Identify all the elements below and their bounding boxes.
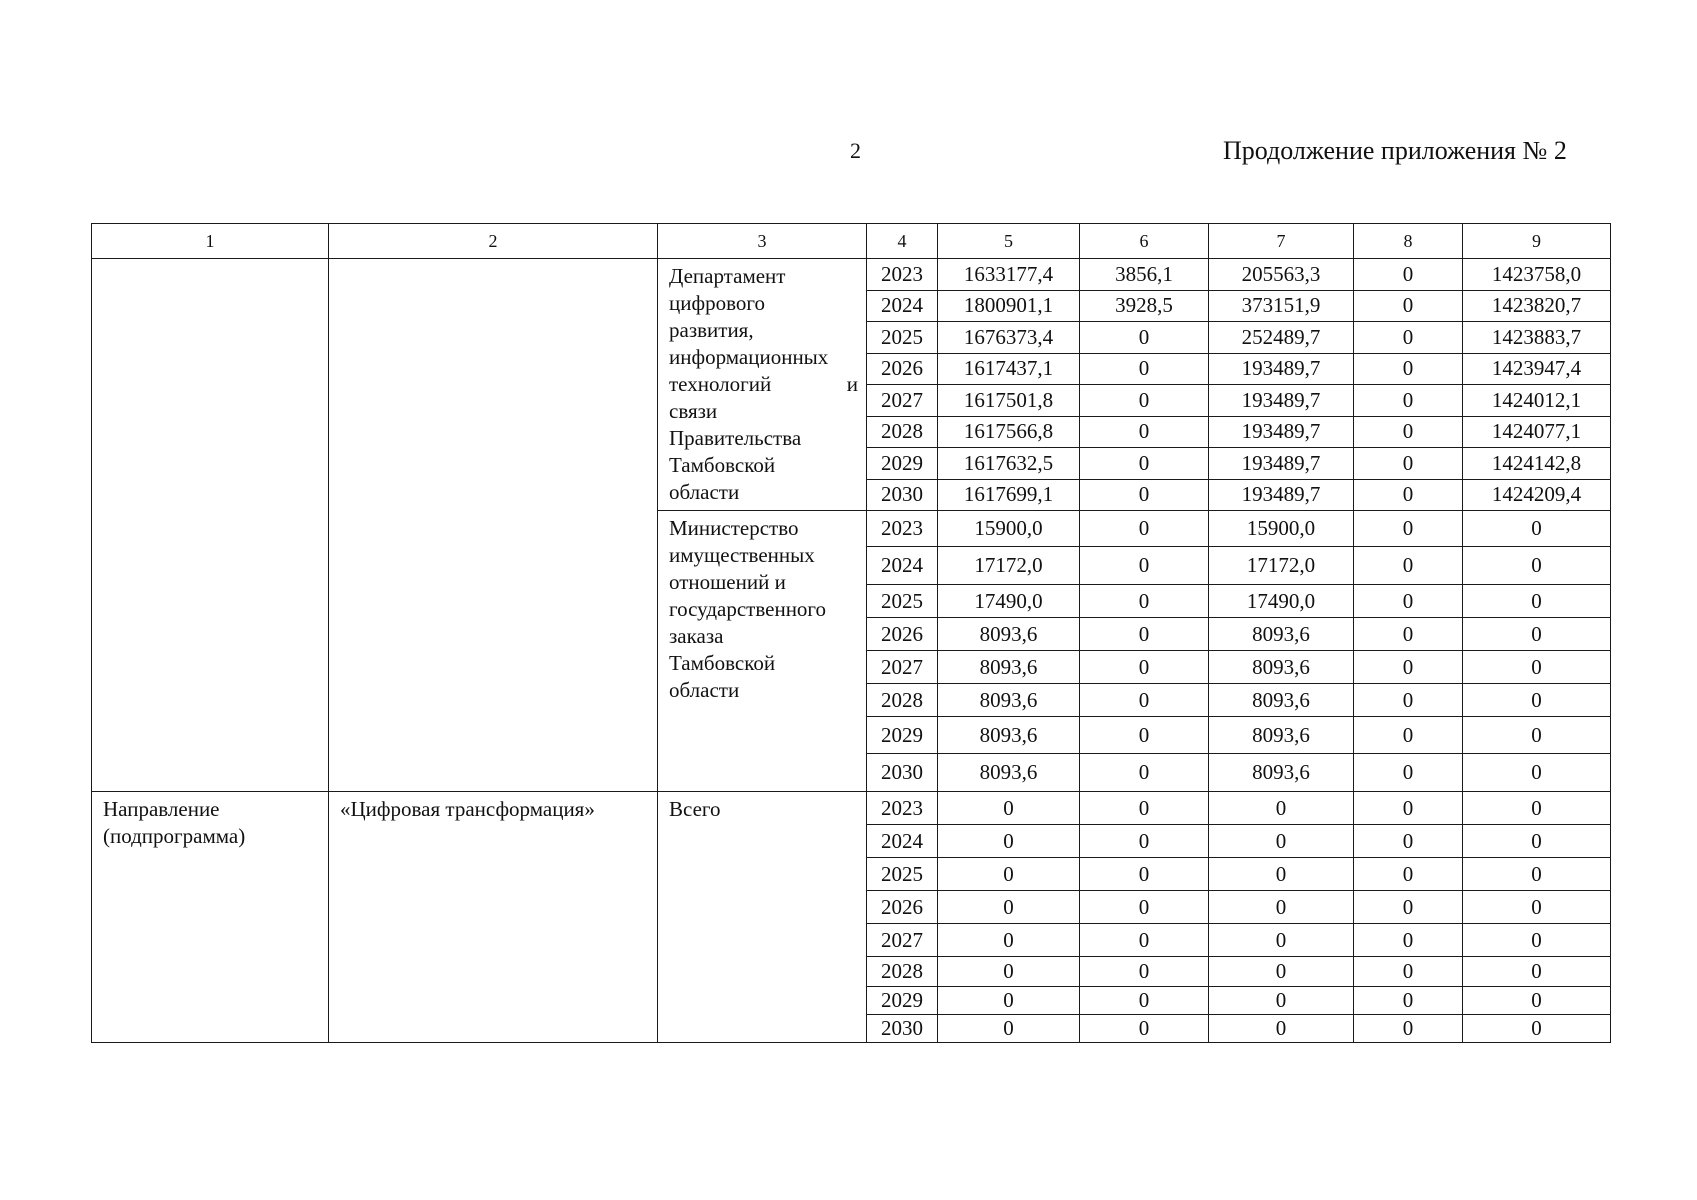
value-cell-5: 0: [938, 891, 1080, 924]
value-cell-7: 193489,7: [1209, 479, 1354, 511]
value-cell-6: 0: [1080, 891, 1209, 924]
value-cell-7: 205563,3: [1209, 259, 1354, 291]
value-cell-9: 0: [1463, 618, 1611, 651]
value-cell-6: 0: [1080, 1015, 1209, 1043]
org-name-line: области: [669, 678, 740, 702]
value-cell-5: 8093,6: [938, 717, 1080, 754]
value-cell-8: 0: [1354, 322, 1463, 354]
value-cell-8: 0: [1354, 547, 1463, 585]
value-cell-6: 0: [1080, 322, 1209, 354]
value-cell-9: 0: [1463, 547, 1611, 585]
org-name-line: заказа: [669, 624, 724, 648]
value-cell-7: 193489,7: [1209, 416, 1354, 448]
value-cell-6: 0: [1080, 684, 1209, 717]
value-cell-8: 0: [1354, 651, 1463, 684]
value-cell-5: 8093,6: [938, 754, 1080, 792]
value-cell-6: 0: [1080, 585, 1209, 618]
value-cell-7: 0: [1209, 858, 1354, 891]
value-cell-7: 0: [1209, 987, 1354, 1015]
value-cell-5: 1800901,1: [938, 290, 1080, 322]
value-cell-8: 0: [1354, 290, 1463, 322]
org-total: Всего: [658, 792, 867, 1043]
value-cell-7: 193489,7: [1209, 385, 1354, 417]
year-cell: 2026: [867, 353, 938, 385]
value-cell-5: 1617632,5: [938, 448, 1080, 480]
value-cell-7: 0: [1209, 1015, 1354, 1043]
value-cell-6: 3856,1: [1080, 259, 1209, 291]
year-cell: 2025: [867, 322, 938, 354]
value-cell-9: 0: [1463, 585, 1611, 618]
value-cell-5: 1633177,4: [938, 259, 1080, 291]
year-cell: 2024: [867, 547, 938, 585]
value-cell-6: 0: [1080, 858, 1209, 891]
column-number: 8: [1354, 224, 1463, 259]
value-cell-8: 0: [1354, 585, 1463, 618]
value-cell-9: 0: [1463, 511, 1611, 547]
value-cell-5: 0: [938, 1015, 1080, 1043]
direction-label-line: Направление: [103, 797, 220, 821]
value-cell-9: 1423820,7: [1463, 290, 1611, 322]
value-cell-7: 373151,9: [1209, 290, 1354, 322]
year-cell: 2029: [867, 987, 938, 1015]
value-cell-5: 17172,0: [938, 547, 1080, 585]
value-cell-6: 0: [1080, 511, 1209, 547]
value-cell-6: 0: [1080, 651, 1209, 684]
year-cell: 2024: [867, 290, 938, 322]
value-cell-6: 0: [1080, 618, 1209, 651]
value-cell-6: 0: [1080, 353, 1209, 385]
direction-label-line: (подпрограмма): [103, 824, 246, 848]
value-cell-5: 1617566,8: [938, 416, 1080, 448]
year-cell: 2023: [867, 259, 938, 291]
org-name-line: Департамент: [669, 264, 786, 288]
value-cell-7: 8093,6: [1209, 618, 1354, 651]
year-cell: 2026: [867, 618, 938, 651]
org-name-line: информационных: [669, 345, 829, 369]
column-number: 3: [658, 224, 867, 259]
page-caption: Продолжение приложения № 2: [1223, 136, 1567, 165]
year-cell: 2030: [867, 1015, 938, 1043]
direction-label: [92, 792, 329, 1043]
value-cell-8: 0: [1354, 825, 1463, 858]
value-cell-8: 0: [1354, 957, 1463, 987]
year-cell: 2025: [867, 858, 938, 891]
year-cell: 2029: [867, 717, 938, 754]
value-cell-6: 0: [1080, 448, 1209, 480]
value-cell-5: 15900,0: [938, 511, 1080, 547]
org-ministry-property: [658, 511, 867, 792]
value-cell-7: 17490,0: [1209, 585, 1354, 618]
value-cell-7: 0: [1209, 825, 1354, 858]
table-row: [92, 792, 1611, 825]
value-cell-5: 1617699,1: [938, 479, 1080, 511]
column-number: 6: [1080, 224, 1209, 259]
value-cell-6: 0: [1080, 957, 1209, 987]
value-cell-5: 8093,6: [938, 684, 1080, 717]
value-cell-7: 0: [1209, 891, 1354, 924]
org-name-line: Министерство: [669, 516, 799, 540]
value-cell-9: 1424077,1: [1463, 416, 1611, 448]
value-cell-9: 1423883,7: [1463, 322, 1611, 354]
value-cell-6: 0: [1080, 924, 1209, 957]
year-cell: 2029: [867, 448, 938, 480]
value-cell-5: 0: [938, 957, 1080, 987]
value-cell-9: 0: [1463, 891, 1611, 924]
value-cell-7: 8093,6: [1209, 717, 1354, 754]
value-cell-8: 0: [1354, 684, 1463, 717]
value-cell-9: 0: [1463, 651, 1611, 684]
value-cell-8: 0: [1354, 479, 1463, 511]
value-cell-5: 8093,6: [938, 618, 1080, 651]
org-name-line: Тамбовской: [669, 453, 776, 477]
value-cell-9: 0: [1463, 858, 1611, 891]
direction-name: «Цифровая трансформация»: [329, 792, 658, 1043]
page-number: 2: [850, 138, 861, 163]
value-cell-9: 0: [1463, 754, 1611, 792]
value-cell-9: 0: [1463, 957, 1611, 987]
value-cell-8: 0: [1354, 858, 1463, 891]
value-cell-7: 0: [1209, 924, 1354, 957]
org-name-line: развития,: [669, 318, 754, 342]
value-cell-9: 1424012,1: [1463, 385, 1611, 417]
value-cell-5: 1617437,1: [938, 353, 1080, 385]
value-cell-9: 1423947,4: [1463, 353, 1611, 385]
blank-cell: [92, 259, 329, 792]
value-cell-7: 0: [1209, 792, 1354, 825]
value-cell-6: 0: [1080, 825, 1209, 858]
year-cell: 2024: [867, 825, 938, 858]
year-cell: 2023: [867, 792, 938, 825]
value-cell-6: 0: [1080, 479, 1209, 511]
year-cell: 2025: [867, 585, 938, 618]
value-cell-6: 0: [1080, 547, 1209, 585]
value-cell-7: 193489,7: [1209, 353, 1354, 385]
value-cell-6: 0: [1080, 717, 1209, 754]
year-cell: 2030: [867, 479, 938, 511]
value-cell-9: 0: [1463, 825, 1611, 858]
year-cell: 2027: [867, 924, 938, 957]
value-cell-8: 0: [1354, 618, 1463, 651]
value-cell-8: 0: [1354, 891, 1463, 924]
value-cell-6: 3928,5: [1080, 290, 1209, 322]
value-cell-8: 0: [1354, 448, 1463, 480]
org-name-line: государственного: [669, 597, 827, 621]
value-cell-8: 0: [1354, 385, 1463, 417]
value-cell-9: 1423758,0: [1463, 259, 1611, 291]
value-cell-8: 0: [1354, 987, 1463, 1015]
value-cell-5: 0: [938, 987, 1080, 1015]
value-cell-9: 0: [1463, 717, 1611, 754]
column-number: 9: [1463, 224, 1611, 259]
year-cell: 2027: [867, 385, 938, 417]
value-cell-5: 0: [938, 792, 1080, 825]
year-cell: 2030: [867, 754, 938, 792]
org-name-line: цифрового: [669, 291, 765, 315]
year-cell: 2023: [867, 511, 938, 547]
value-cell-8: 0: [1354, 353, 1463, 385]
value-cell-5: 1676373,4: [938, 322, 1080, 354]
column-number-row: [92, 224, 1611, 259]
value-cell-7: 193489,7: [1209, 448, 1354, 480]
year-cell: 2028: [867, 957, 938, 987]
value-cell-5: 17490,0: [938, 585, 1080, 618]
year-cell: 2027: [867, 651, 938, 684]
value-cell-8: 0: [1354, 717, 1463, 754]
value-cell-7: 8093,6: [1209, 754, 1354, 792]
value-cell-7: 15900,0: [1209, 511, 1354, 547]
value-cell-5: 8093,6: [938, 651, 1080, 684]
year-cell: 2026: [867, 891, 938, 924]
value-cell-7: 8093,6: [1209, 651, 1354, 684]
column-number: 2: [329, 224, 658, 259]
appendix-table: [91, 223, 1611, 1043]
value-cell-6: 0: [1080, 416, 1209, 448]
value-cell-9: 0: [1463, 792, 1611, 825]
org-name-line: имущественных: [669, 543, 815, 567]
value-cell-9: 0: [1463, 987, 1611, 1015]
value-cell-5: 0: [938, 858, 1080, 891]
value-cell-8: 0: [1354, 792, 1463, 825]
blank-cell: [329, 259, 658, 792]
value-cell-8: 0: [1354, 511, 1463, 547]
column-number: 4: [867, 224, 938, 259]
table-row: [92, 259, 1611, 291]
org-name-line: Тамбовской: [669, 651, 776, 675]
value-cell-7: 17172,0: [1209, 547, 1354, 585]
value-cell-8: 0: [1354, 754, 1463, 792]
value-cell-8: 0: [1354, 1015, 1463, 1043]
org-department-digital: [658, 259, 867, 511]
value-cell-9: 0: [1463, 684, 1611, 717]
year-cell: 2028: [867, 684, 938, 717]
org-name-line: связи: [669, 399, 718, 423]
value-cell-5: 0: [938, 825, 1080, 858]
value-cell-9: 1424142,8: [1463, 448, 1611, 480]
value-cell-6: 0: [1080, 987, 1209, 1015]
value-cell-6: 0: [1080, 754, 1209, 792]
org-name-line: отношений и: [669, 570, 786, 594]
value-cell-6: 0: [1080, 385, 1209, 417]
value-cell-5: 1617501,8: [938, 385, 1080, 417]
year-cell: 2028: [867, 416, 938, 448]
value-cell-6: 0: [1080, 792, 1209, 825]
value-cell-7: 8093,6: [1209, 684, 1354, 717]
value-cell-9: 0: [1463, 1015, 1611, 1043]
org-name-line: области: [669, 480, 740, 504]
value-cell-9: 1424209,4: [1463, 479, 1611, 511]
org-name-line: Правительства: [669, 426, 802, 450]
value-cell-8: 0: [1354, 416, 1463, 448]
value-cell-7: 0: [1209, 957, 1354, 987]
column-number: 5: [938, 224, 1080, 259]
org-name-line: технологий и: [669, 372, 858, 396]
value-cell-9: 0: [1463, 924, 1611, 957]
value-cell-7: 252489,7: [1209, 322, 1354, 354]
column-number: 7: [1209, 224, 1354, 259]
column-number: 1: [92, 224, 329, 259]
value-cell-8: 0: [1354, 924, 1463, 957]
value-cell-8: 0: [1354, 259, 1463, 291]
value-cell-5: 0: [938, 924, 1080, 957]
